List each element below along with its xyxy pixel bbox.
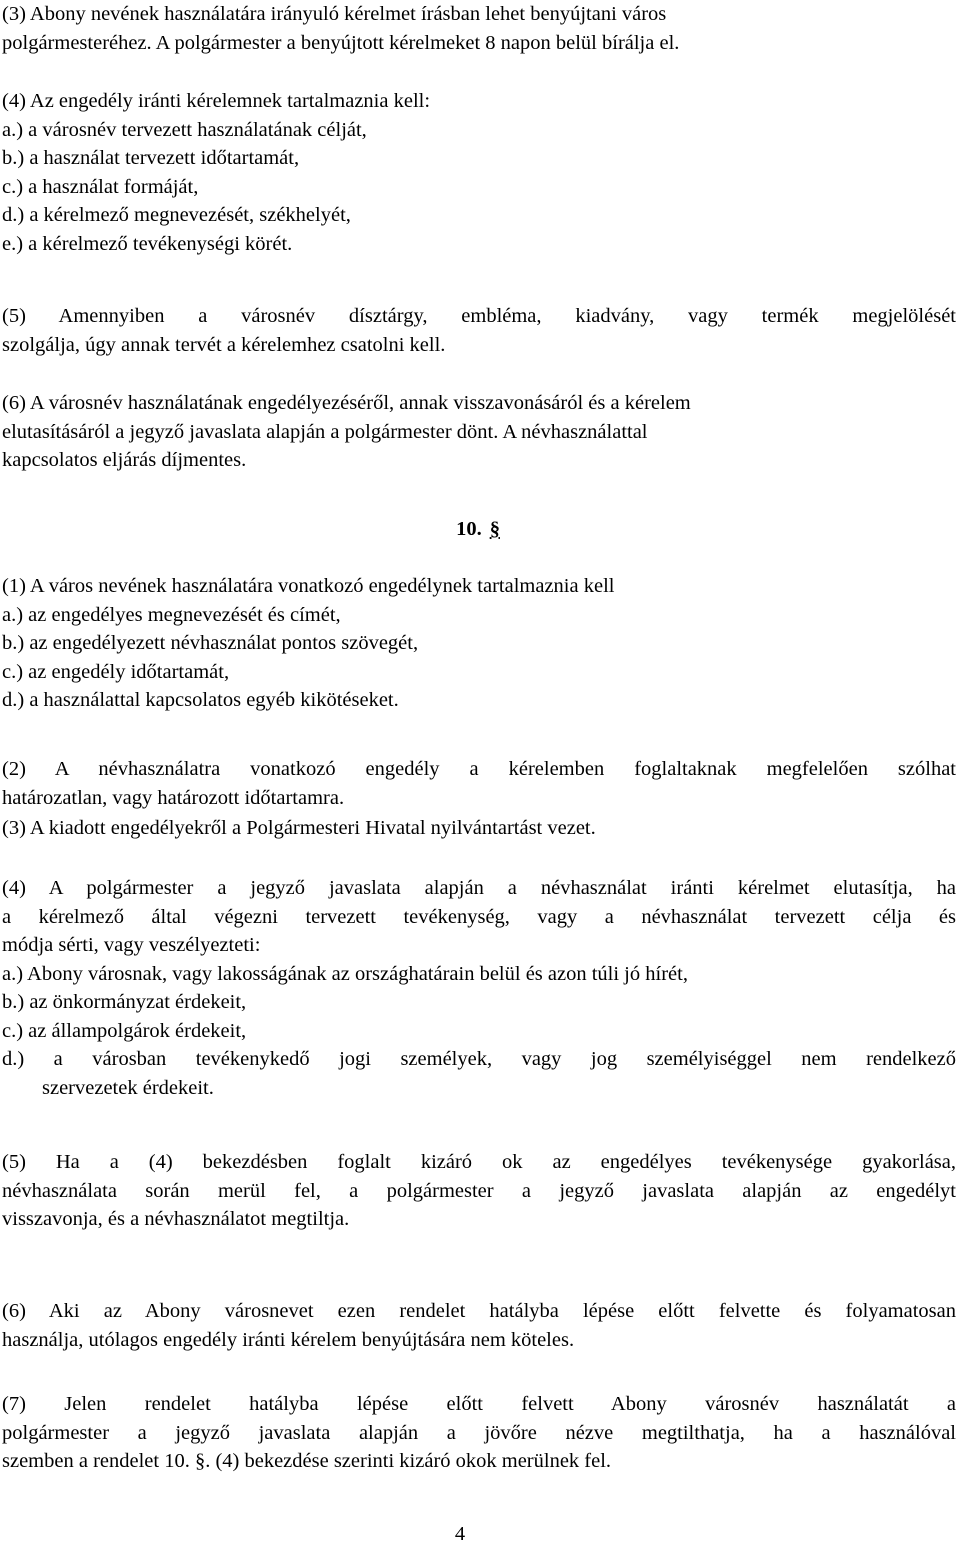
text-line: szemben a rendelet 10. §. (4) bekezdése szerinti kizáró okok merülnek fel. — [2, 1450, 612, 1472]
text-line: (3) A kiadott engedélyekről a Polgármesteri Hivatal nyilvántartást vezet. — [2, 817, 596, 839]
text-line: kapcsolatos eljárás díjmentes. — [2, 449, 247, 471]
text-line: visszavonja, és a névhasználatot megtiltja. — [2, 1208, 350, 1230]
text-line: (6) Aki az Abony városnevet ezen rendelet hatályba lépése előtt felvette és folyamatosan — [2, 1300, 956, 1322]
paragraph-6-previous — [2, 389, 956, 475]
section-heading — [0, 515, 956, 544]
text-line: módja sérti, vagy veszélyezteti: — [2, 934, 261, 956]
list-item: c.) az engedély időtartamát, — [2, 660, 230, 683]
section-number: 10. — [456, 518, 482, 540]
list-item: e.) a kérelmező tevékenységi körét. — [2, 232, 293, 255]
text-line: határozatlan, vagy határozott időtartamra. — [2, 786, 345, 809]
paragraph-3-previous — [2, 0, 956, 57]
text-line: használja, utólagos engedély iránti kérelem benyújtására nem köteles. — [2, 1328, 575, 1351]
page-number: 4 — [454, 1523, 466, 1545]
paragraph-5 — [2, 1148, 956, 1234]
text-line: (7) Jelen rendelet hatályba lépése előtt felvett Abony városnév használatát a — [2, 1393, 956, 1415]
list-item-continuation: szervezetek érdekeit. — [42, 1076, 214, 1099]
text-line: (5) Amennyiben a városnév dísztárgy, embléma, kiadvány, vagy termék megjelölését — [2, 305, 956, 327]
list-item: c.) az állampolgárok érdekeit, — [2, 1019, 247, 1042]
paragraph-4-previous — [2, 87, 956, 258]
list-item: c.) a használat formáját, — [2, 175, 199, 198]
list-item: d.) a használattal kapcsolatos egyéb kikötéseket. — [2, 689, 399, 711]
list-item: d.) a kérelmező megnevezését, székhelyét, — [2, 204, 351, 226]
list-item: a.) az engedélyes megnevezését és címét, — [2, 603, 341, 626]
paragraph-7 — [2, 1390, 956, 1476]
list-item: a.) a városnév tervezett használatának célját, — [2, 118, 367, 141]
text-line: névhasználata során merül fel, a polgármester a jegyző javaslata alapján az engedélyt — [2, 1179, 956, 1202]
list-item: b.) a használat tervezett időtartamát, — [2, 147, 300, 169]
text-line: szolgálja, úgy annak tervét a kérelemhez csatolni kell. — [2, 333, 446, 356]
text-line: polgármester a jegyző javaslata alapján a jövőre nézve megtilthatja, ha a használóval — [2, 1421, 956, 1444]
text-line: a kérelmező által végezni tervezett tevékenység, vagy a névhasználat tervezett célja és — [2, 905, 956, 928]
section-symbol: § — [489, 518, 500, 540]
text-line: (3) Abony nevének használatára irányuló kérelmet írásban lehet benyújtani város — [2, 3, 667, 25]
text-line: (6) A városnév használatának engedélyezéséről, annak visszavonásáról és a kérelem — [2, 392, 691, 414]
list-item: a.) Abony városnak, vagy lakosságának az országhatárain belül és azon túli jó hírét, — [2, 962, 688, 985]
list-item: d.) a városban tevékenykedő jogi személyek, vagy jog személyiséggel nem rendelkező — [2, 1048, 956, 1070]
paragraph-2 — [2, 755, 956, 812]
paragraph-4 — [2, 874, 956, 1102]
text-line: (5) Ha a (4) bekezdésben foglalt kizáró ok az engedélyes tevékenysége gyakorlása, — [2, 1151, 956, 1173]
text-line: (2) A névhasználatra vonatkozó engedély a kérelemben foglaltaknak megfelelően szólhat — [2, 758, 956, 780]
paragraph-intro: (1) A város nevének használatára vonatkozó engedélynek tartalmaznia kell — [2, 575, 615, 597]
list-item: b.) az önkormányzat érdekeit, — [2, 991, 247, 1013]
paragraph-3 — [2, 814, 956, 843]
text-line: elutasításáról a jegyző javaslata alapján a polgármester dönt. A névhasználattal — [2, 420, 648, 443]
paragraph-intro: (4) Az engedély iránti kérelemnek tartalmaznia kell: — [2, 90, 431, 112]
list-item: b.) az engedélyezett névhasználat pontos szövegét, — [2, 632, 419, 654]
text-line: (4) A polgármester a jegyző javaslata alapján a névhasználat iránti kérelmet elutasítja, ha — [2, 877, 956, 899]
paragraph-1 — [2, 572, 956, 715]
paragraph-5-previous — [2, 302, 956, 359]
paragraph-6 — [2, 1297, 956, 1354]
text-line: polgármesteréhez. A polgármester a benyújtott kérelmeket 8 napon belül bírálja el. — [2, 31, 680, 54]
